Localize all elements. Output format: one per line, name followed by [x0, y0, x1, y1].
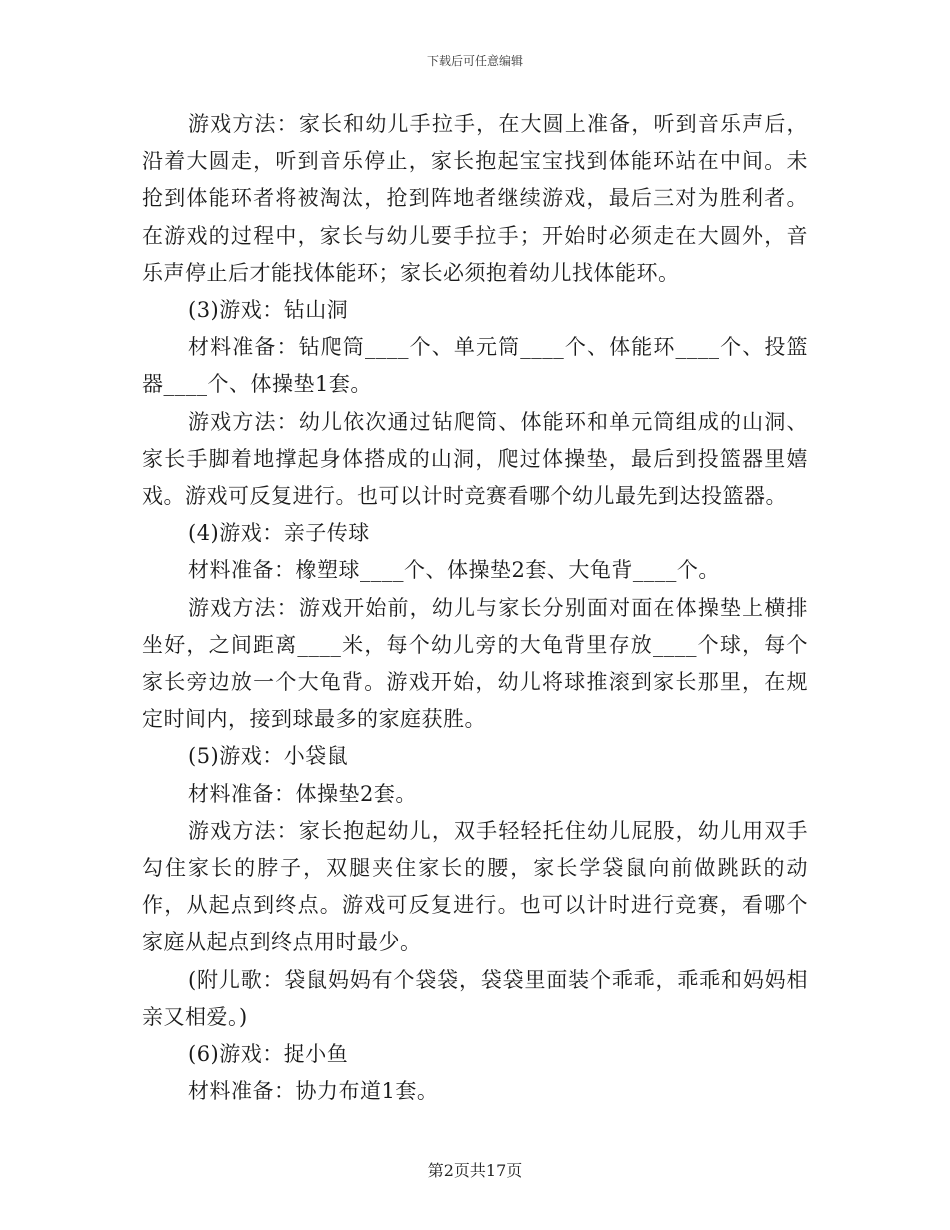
page-header: 下载后可任意编辑	[426, 54, 523, 68]
paragraph-game-method-1: 游戏方法：家长和幼儿手拉手，在大圆上准备，听到音乐声后，沿着大圆走，听到音乐停止，家长抱起宝宝找到体能环站在中间。未抢到体能环者将被淘汰，抢到阵地者继续游戏，最后三对为胜利者。在游戏的过程中，家长与幼儿要手拉手；开始时必须走在大圆外，音乐声停止后才能找体能环；家长必须抱着幼儿找体能环。	[142, 112, 808, 285]
paragraph-game-method-5: 游戏方法：家长抱起幼儿，双手轻轻托住幼儿屁股，幼儿用双手勾住家长的脖子，双腿夹住家长的腰，家长学袋鼠向前做跳跃的动作，从起点到终点。游戏可反复进行。也可以计时进行竞赛，看哪个家庭从起点到终点用时最少。	[142, 818, 808, 955]
paragraph-materials-5: 材料准备：体操垫2套。	[188, 781, 417, 806]
paragraph-materials-4: 材料准备：橡塑球____个、体操垫2套、大龟背____个。	[188, 558, 720, 583]
heading-game-5: (5)游戏：小袋鼠	[188, 744, 349, 769]
paragraph-nursery-rhyme: (附儿歌：袋鼠妈妈有个袋袋，袋袋里面装个乖乖，乖乖和妈妈相亲又相爱。)	[142, 967, 808, 1029]
paragraph-materials-3: 材料准备：钻爬筒____个、单元筒____个、体能环____个、投篮器____个、体操垫1套。	[142, 335, 808, 397]
paragraph-materials-6: 材料准备：协力布道1套。	[188, 1079, 439, 1104]
document-body	[142, 106, 808, 1110]
heading-game-3: (3)游戏：钻山洞	[188, 298, 349, 323]
page-number: 第2页共17页	[427, 1161, 523, 1180]
paragraph-game-method-3: 游戏方法：幼儿依次通过钻爬筒、体能环和单元筒组成的山洞、家长手脚着地撑起身体搭成的山洞，爬过体操垫，最后到投篮器里嬉戏。游戏可反复进行。也可以计时竞赛看哪个幼儿最先到达投篮器。	[142, 409, 808, 509]
heading-game-6: (6)游戏：捉小鱼	[188, 1042, 349, 1067]
paragraph-game-method-4: 游戏方法：游戏开始前，幼儿与家长分别面对面在体操垫上横排坐好，之间距离____米，每个幼儿旁的大龟背里存放____个球，每个家长旁边放一个大龟背。游戏开始，幼儿将球推滚到家长那里，在规定时间内，接到球最多的家庭获胜。	[142, 595, 808, 732]
heading-game-4: (4)游戏：亲子传球	[188, 521, 370, 546]
